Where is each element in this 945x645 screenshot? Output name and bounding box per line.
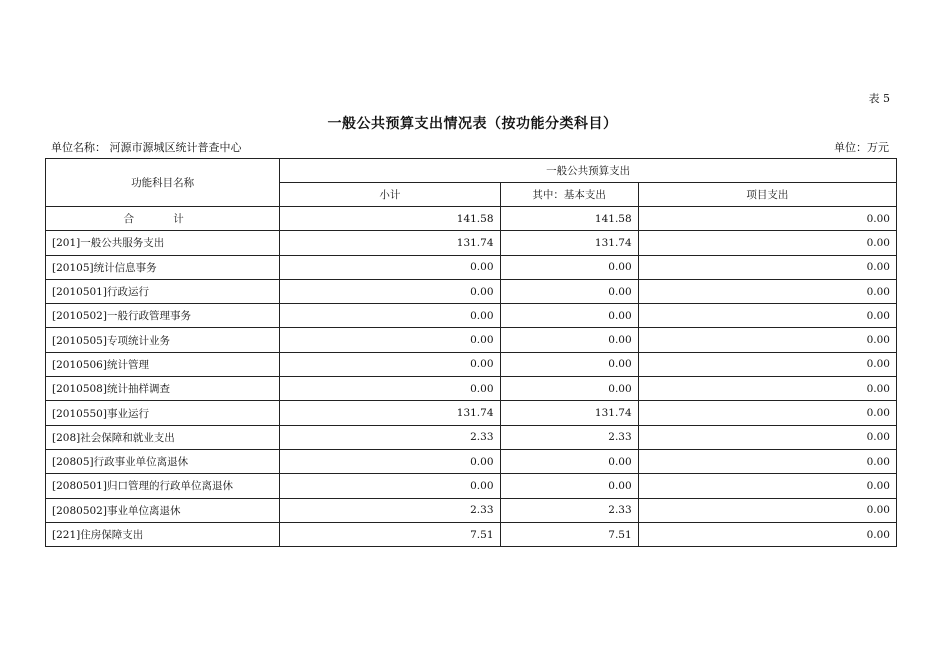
row-name: [20805]行政事业单位离退休	[46, 449, 280, 473]
row-subtotal: 2.33	[280, 425, 500, 449]
row-basic: 0.00	[500, 255, 638, 279]
row-basic: 0.00	[500, 304, 638, 328]
table-row	[46, 522, 897, 546]
total-row	[46, 207, 897, 231]
row-name: [2010501]行政运行	[46, 279, 280, 303]
table-row	[46, 498, 897, 522]
row-name: [2010505]专项统计业务	[46, 328, 280, 352]
row-name: [2080501]归口管理的行政单位离退休	[46, 474, 280, 498]
row-basic: 131.74	[500, 401, 638, 425]
table-row	[46, 401, 897, 425]
row-name: [2010550]事业运行	[46, 401, 280, 425]
row-name: [221]住房保障支出	[46, 522, 280, 546]
row-subtotal: 131.74	[280, 401, 500, 425]
row-basic: 0.00	[500, 279, 638, 303]
table-row	[46, 304, 897, 328]
unit-name-line	[51, 139, 242, 155]
row-name: [2080502]事业单位离退休	[46, 498, 280, 522]
row-project: 0.00	[638, 474, 896, 498]
total-label: 合 计	[46, 207, 280, 231]
row-project: 0.00	[638, 377, 896, 401]
row-subtotal: 0.00	[280, 328, 500, 352]
row-basic: 2.33	[500, 425, 638, 449]
header-subtotal: 小计	[280, 183, 500, 207]
row-project: 0.00	[638, 522, 896, 546]
row-subtotal: 0.00	[280, 279, 500, 303]
header-function-item: 功能科目名称	[46, 159, 280, 207]
row-project: 0.00	[638, 328, 896, 352]
table-row	[46, 231, 897, 255]
table-row	[46, 279, 897, 303]
table-row	[46, 449, 897, 473]
table-row	[46, 377, 897, 401]
header-basic: 其中：基本支出	[500, 183, 638, 207]
row-basic: 7.51	[500, 522, 638, 546]
row-project: 0.00	[638, 255, 896, 279]
row-subtotal: 7.51	[280, 522, 500, 546]
table-body	[46, 207, 897, 547]
row-name: [20105]统计信息事务	[46, 255, 280, 279]
row-subtotal: 0.00	[280, 474, 500, 498]
row-basic: 0.00	[500, 328, 638, 352]
row-project: 0.00	[638, 425, 896, 449]
row-name: [2010508]统计抽样调查	[46, 377, 280, 401]
table-row	[46, 255, 897, 279]
row-subtotal: 0.00	[280, 352, 500, 376]
row-subtotal: 0.00	[280, 449, 500, 473]
row-project: 0.00	[638, 498, 896, 522]
row-name: [2010502]一般行政管理事务	[46, 304, 280, 328]
row-project: 0.00	[638, 279, 896, 303]
total-basic: 141.58	[500, 207, 638, 231]
table-number: 表 5	[868, 92, 890, 105]
row-project: 0.00	[638, 304, 896, 328]
row-basic: 0.00	[500, 474, 638, 498]
table-row	[46, 425, 897, 449]
row-name: [208]社会保障和就业支出	[46, 425, 280, 449]
row-subtotal: 131.74	[280, 231, 500, 255]
total-subtotal: 141.58	[280, 207, 500, 231]
total-project: 0.00	[638, 207, 896, 231]
row-basic: 2.33	[500, 498, 638, 522]
row-subtotal: 0.00	[280, 255, 500, 279]
row-project: 0.00	[638, 401, 896, 425]
row-name: [201]一般公共服务支出	[46, 231, 280, 255]
row-subtotal: 0.00	[280, 377, 500, 401]
row-subtotal: 2.33	[280, 498, 500, 522]
row-name: [2010506]统计管理	[46, 352, 280, 376]
row-subtotal: 0.00	[280, 304, 500, 328]
header-group: 一般公共预算支出	[280, 159, 897, 183]
table-row	[46, 352, 897, 376]
row-project: 0.00	[638, 352, 896, 376]
row-basic: 0.00	[500, 377, 638, 401]
unit-name-label: 单位名称：	[51, 141, 106, 154]
header-project: 项目支出	[638, 183, 896, 207]
unit-name-value: 河源市源城区统计普查中心	[109, 141, 242, 154]
row-basic: 131.74	[500, 231, 638, 255]
table-row	[46, 328, 897, 352]
row-basic: 0.00	[500, 352, 638, 376]
budget-table	[45, 158, 897, 547]
table-row	[46, 474, 897, 498]
currency-unit: 单位：万元	[834, 141, 889, 154]
row-project: 0.00	[638, 231, 896, 255]
row-basic: 0.00	[500, 449, 638, 473]
page-title: 一般公共预算支出情况表（按功能分类科目）	[327, 116, 618, 132]
row-project: 0.00	[638, 449, 896, 473]
